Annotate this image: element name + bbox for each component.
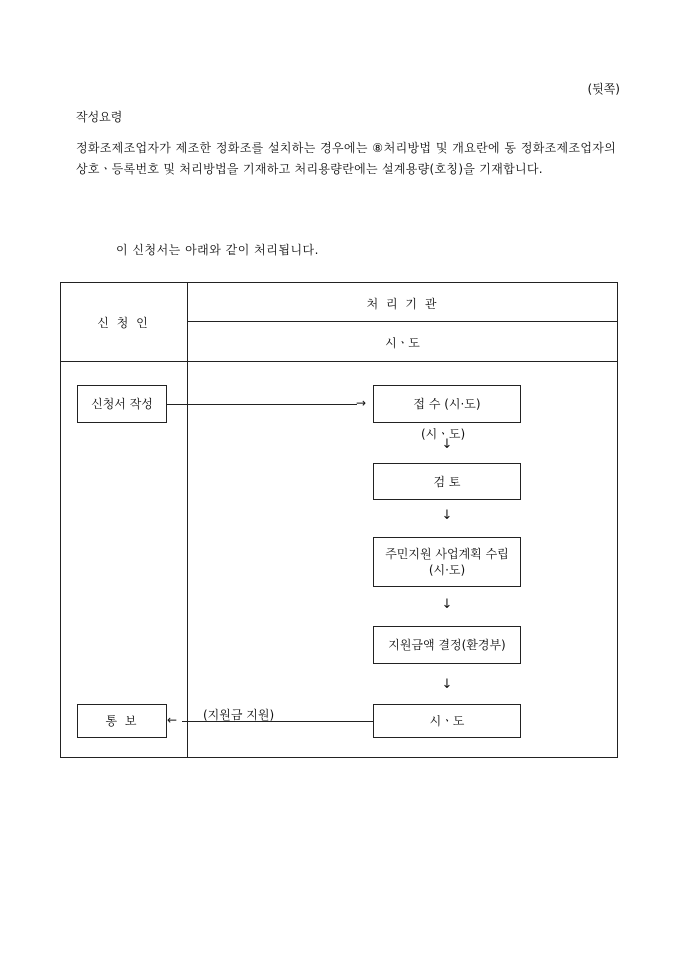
agency-header: 처 리 기 관 [366, 297, 439, 311]
step-decision-label: 지원금액 결정(환경부) [388, 638, 506, 652]
support-label: (지원금 지원) [203, 708, 275, 722]
step-notify [77, 704, 167, 738]
arrow-right-icon: → [356, 396, 367, 410]
step-final-agency-label: 시ㆍ도 [429, 714, 465, 728]
process-flow-table [60, 282, 618, 758]
step-receipt-label: 접 수 (시·도) [413, 397, 481, 411]
process-intro: 이 신청서는 아래와 같이 처리됩니다. [116, 243, 319, 257]
step-plan-label-line2: (시·도) [428, 563, 466, 577]
step-receipt-sublabel: (시ㆍ도) [421, 427, 466, 441]
step-review-label: 검 토 [433, 474, 461, 489]
step-plan [373, 537, 521, 587]
step-write-application [77, 385, 167, 423]
agency-header-divider [187, 321, 618, 322]
header-divider [60, 361, 618, 362]
step-decision [373, 626, 521, 664]
step-plan-label-line1: 주민지원 사업계획 수립 [385, 547, 509, 561]
arrow-down-icon: ↓ [441, 508, 453, 523]
step-final-agency [373, 704, 521, 738]
step-notify-label: 통 보 [105, 714, 139, 728]
applicant-header: 신 청 인 [97, 316, 150, 330]
back-side-label: (뒷쪽) [587, 82, 620, 96]
arrow-left-icon: ← [167, 713, 178, 727]
guide-body: 정화조제조업자가 제조한 정화조를 설치하는 경우에는 ⑧처리방법 및 개요란에 동 정화조제조업자의 상호ㆍ등록번호 및 처리방법을 기재하고 처리용량란에는 설계용량(호칭)을 기재합니다. [76, 141, 616, 176]
arrow-down-icon: ↓ [441, 437, 453, 452]
step-review [373, 463, 521, 500]
column-divider [187, 282, 188, 758]
arrow-down-icon: ↓ [441, 597, 453, 612]
agency-subheader: 시ㆍ도 [385, 336, 420, 350]
guide-title: 작성요령 [76, 110, 123, 124]
step-write-application-label: 신청서 작성 [91, 397, 153, 411]
connector-submit-line [167, 404, 357, 405]
arrow-down-icon: ↓ [441, 677, 453, 692]
step-receipt [373, 385, 521, 423]
